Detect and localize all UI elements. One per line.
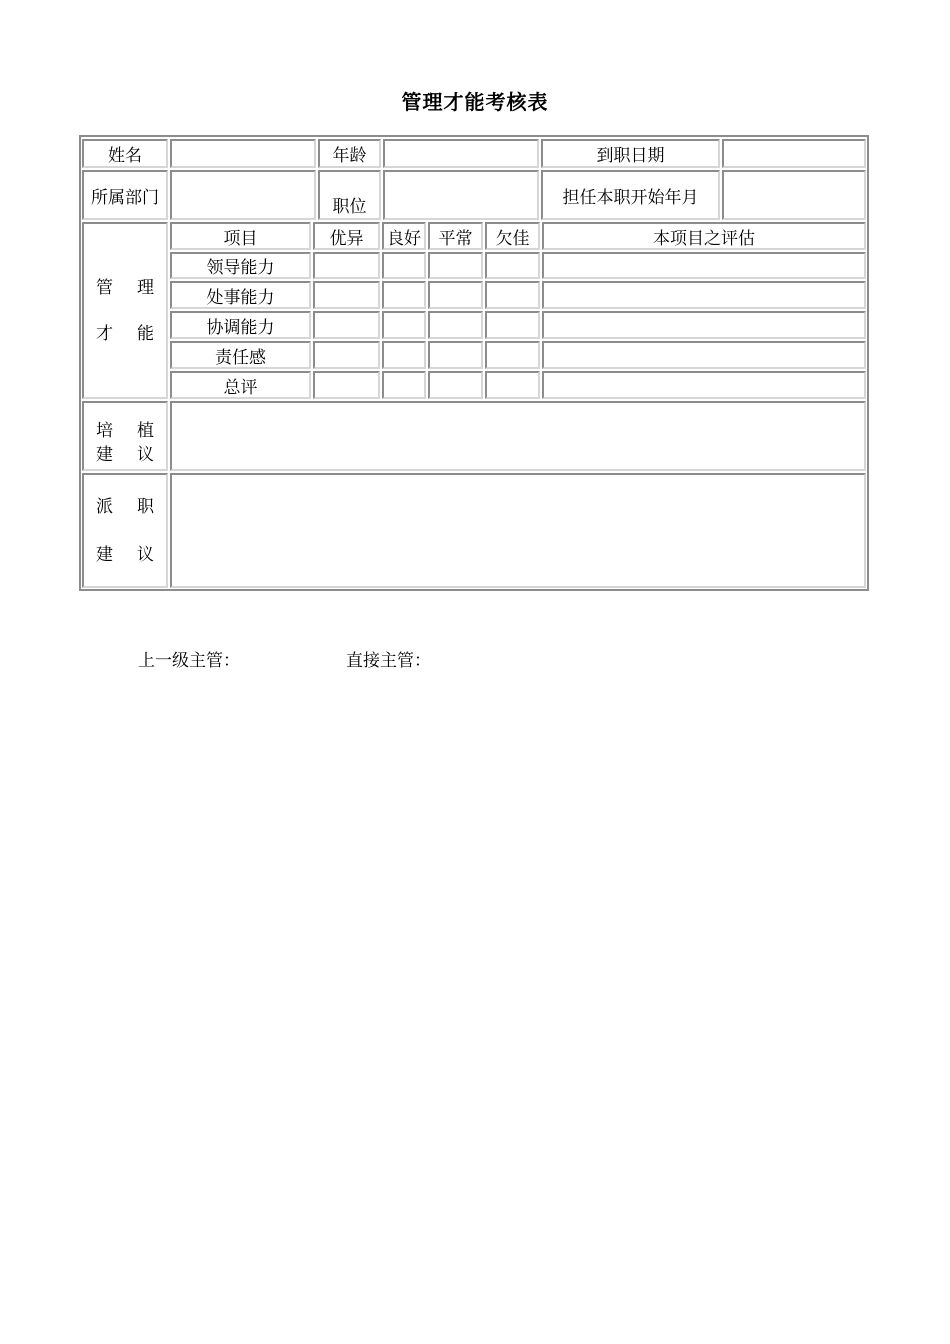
- item-coordination: 协调能力: [170, 311, 311, 339]
- rating-cell[interactable]: [485, 371, 540, 399]
- item-responsibility: 责任感: [170, 341, 311, 369]
- rating-cell[interactable]: [428, 341, 483, 369]
- rating-cell[interactable]: [382, 371, 426, 399]
- training-label-char: 培: [96, 421, 113, 441]
- age-label: 年龄: [318, 139, 381, 168]
- direct-supervisor-label: 直接主管：: [346, 651, 431, 671]
- assign-label-char: 建: [96, 544, 113, 565]
- page-title: 管理才能考核表: [401, 90, 549, 114]
- rating-cell[interactable]: [485, 281, 540, 309]
- item-leadership: 领导能力: [170, 252, 311, 279]
- training-label-char: 议: [137, 445, 154, 465]
- tenure-start-label: 担任本职开始年月: [541, 170, 720, 220]
- col-header-assessment: 本项目之评估: [542, 222, 866, 250]
- assign-label-char: 派: [96, 496, 113, 517]
- col-header-excellent: 优异: [313, 222, 380, 250]
- rating-cell[interactable]: [313, 252, 380, 279]
- rating-cell[interactable]: [313, 281, 380, 309]
- rating-cell[interactable]: [313, 371, 380, 399]
- col-header-item: 项目: [170, 222, 311, 250]
- rating-cell[interactable]: [382, 341, 426, 369]
- training-section-label: [82, 401, 168, 471]
- name-label: 姓名: [82, 139, 168, 168]
- mgmt-label-char: 管: [96, 277, 113, 298]
- position-label: 职位: [318, 170, 381, 220]
- col-header-good: 良好: [382, 222, 426, 250]
- item-overall: 总评: [170, 371, 311, 399]
- rating-cell[interactable]: [428, 311, 483, 339]
- start-date-label: 到职日期: [541, 139, 720, 168]
- assessment-cell[interactable]: [542, 252, 866, 279]
- assignment-suggestion-field[interactable]: [170, 473, 866, 588]
- dept-label: 所属部门: [82, 170, 168, 220]
- rating-cell[interactable]: [382, 311, 426, 339]
- assignment-section-label: [82, 473, 168, 588]
- mgmt-label-char: 理: [137, 277, 154, 298]
- mgmt-label-char: 能: [137, 323, 154, 344]
- col-header-poor: 欠佳: [485, 222, 540, 250]
- position-field[interactable]: [383, 170, 539, 220]
- training-suggestion-field[interactable]: [170, 401, 866, 471]
- assessment-cell[interactable]: [542, 311, 866, 339]
- superior-supervisor-label: 上一级主管：: [138, 651, 240, 671]
- mgmt-label-char: 才: [96, 323, 113, 344]
- rating-cell[interactable]: [428, 252, 483, 279]
- dept-field[interactable]: [170, 170, 316, 220]
- assessment-cell[interactable]: [542, 281, 866, 309]
- assign-label-char: 职: [137, 496, 154, 517]
- start-date-field[interactable]: [722, 139, 866, 168]
- name-field[interactable]: [170, 139, 316, 168]
- mgmt-section-label: [82, 222, 168, 399]
- rating-cell[interactable]: [428, 281, 483, 309]
- age-field[interactable]: [383, 139, 539, 168]
- rating-cell[interactable]: [313, 341, 380, 369]
- rating-cell[interactable]: [382, 252, 426, 279]
- assign-label-char: 议: [137, 544, 154, 565]
- assessment-cell[interactable]: [542, 341, 866, 369]
- training-label-char: 建: [96, 445, 113, 465]
- rating-cell[interactable]: [485, 252, 540, 279]
- assessment-cell[interactable]: [542, 371, 866, 399]
- rating-cell[interactable]: [313, 311, 380, 339]
- rating-cell[interactable]: [382, 281, 426, 309]
- rating-cell[interactable]: [428, 371, 483, 399]
- item-handling: 处事能力: [170, 281, 311, 309]
- col-header-average: 平常: [428, 222, 483, 250]
- tenure-start-field[interactable]: [722, 170, 866, 220]
- training-label-char: 植: [137, 421, 154, 441]
- rating-cell[interactable]: [485, 341, 540, 369]
- rating-cell[interactable]: [485, 311, 540, 339]
